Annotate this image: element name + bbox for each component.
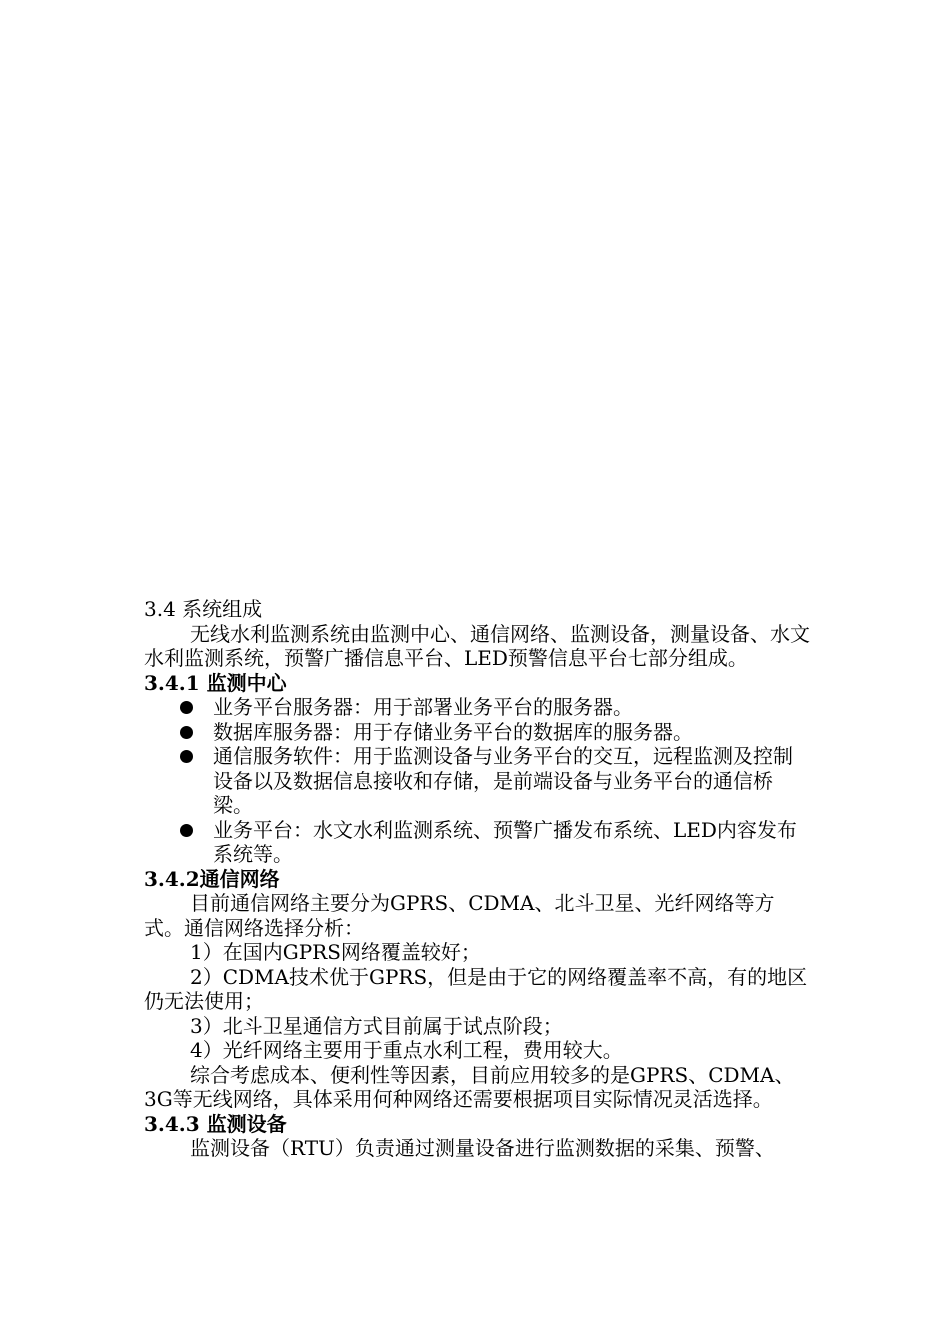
- section-3-4-2-intro: 目前通信网络主要分为GPRS、CDMA、北斗卫星、光纤网络等方式。通信网络选择分析：: [144, 891, 775, 940]
- network-option-item: 1）在国内GPRS网络覆盖较好；: [190, 940, 481, 964]
- network-option-item: 2）CDMA技术优于GPRS，但是由于它的网络覆盖率不高，有的地区仍无法使用；: [144, 964, 808, 1013]
- list-item-text: 数据库服务器：用于存储业务平台的数据库的服务器。: [213, 719, 693, 744]
- bullet-icon: [180, 701, 193, 714]
- monitoring-center-list: [144, 695, 812, 867]
- section-3-4-3-intro: 监测设备（RTU）负责通过测量设备进行监测数据的采集、预警、: [190, 1136, 775, 1160]
- section-3-4-intro: 无线水利监测系统由监测中心、通信网络、监测设备，测量设备、水文水利监测系统，预警广播信息平台、LED预警信息平台七部分组成。: [144, 621, 810, 670]
- section-heading-3-4-3: 3.4.3 监测设备: [144, 1111, 287, 1136]
- bullet-icon: [180, 726, 193, 739]
- section-3-4-2-summary: 综合考虑成本、便利性等因素，目前应用较多的是GPRS、CDMA、3G等无线网络，具体采用何种网络还需要根据项目实际情况灵活选择。: [144, 1062, 795, 1111]
- network-option-item: 4）光纤网络主要用于重点水利工程，费用较大。: [190, 1038, 623, 1062]
- section-heading-3-4-1: 3.4.1 监测中心: [144, 670, 287, 695]
- network-option-item: 3）北斗卫星通信方式目前属于试点阶段；: [190, 1013, 563, 1038]
- list-item-text: 通信服务软件：用于监测设备与业务平台的交互，远程监测及控制设备以及数据信息接收和存储，是前端设备与业务平台的通信桥梁。: [213, 744, 793, 817]
- list-item-text: 业务平台服务器：用于部署业务平台的服务器。: [213, 695, 633, 719]
- section-heading-3-4: 3.4 系统组成: [144, 597, 263, 621]
- section-heading-3-4-2: 3.4.2通信网络: [144, 866, 280, 891]
- list-item: [144, 744, 812, 818]
- list-item: [144, 818, 812, 867]
- list-item: [144, 695, 812, 720]
- list-item-text: 业务平台：水文水利监测系统、预警广播发布系统、LED内容发布系统等。: [213, 817, 797, 866]
- bullet-icon: [180, 750, 193, 763]
- document-body: [144, 597, 812, 1161]
- list-item: [144, 720, 812, 745]
- bullet-icon: [180, 824, 193, 837]
